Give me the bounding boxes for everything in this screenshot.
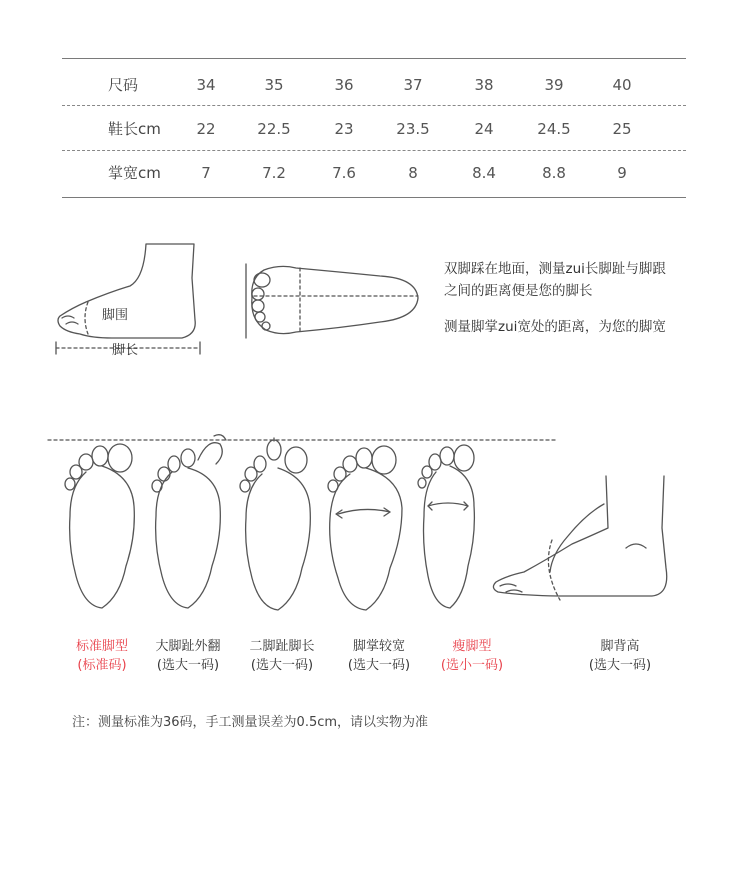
table-cell: 39 (544, 76, 564, 94)
table-cell: 25 (612, 120, 632, 138)
high-instep-foot-icon (486, 468, 676, 618)
table-cell: 22.5 (257, 120, 291, 138)
long-second-toe-foot-icon (238, 436, 318, 616)
table-row-length (62, 107, 686, 151)
foot-type-label-wide (329, 637, 429, 675)
note-line: 双脚踩在地面，测量zui长脚趾与脚跟 (444, 261, 666, 277)
foot-type-name: 瘦脚型 (452, 639, 492, 654)
foot-type-advice: (选大一码) (250, 658, 314, 673)
table-cell: 23 (334, 120, 354, 138)
table-divider (62, 105, 686, 106)
table-cell: 24.5 (537, 120, 571, 138)
foot-type-advice: (选大一码) (588, 658, 652, 673)
footnote: 注：测量标准为36码，手工测量误差为0.5cm，请以实物为准 (72, 715, 429, 730)
wide-forefoot-icon (324, 440, 408, 616)
table-cell: 8.4 (472, 164, 496, 182)
foot-type-label-long-second-toe (232, 637, 332, 675)
foot-type-advice: (标准码) (77, 658, 127, 673)
foot-type-advice: (选小一码) (440, 658, 504, 673)
length-label: 脚长 (112, 343, 139, 358)
table-cell: 7.6 (332, 164, 356, 182)
table-cell: 22 (196, 120, 216, 138)
foot-type-name: 脚背高 (600, 639, 640, 654)
foot-top-illustration (240, 258, 430, 348)
table-bottom-border (62, 197, 686, 198)
table-cell: 7.2 (262, 164, 286, 182)
table-cell: 8.8 (542, 164, 566, 182)
bunion-foot-icon (148, 430, 230, 616)
table-top-border (62, 58, 686, 59)
foot-type-advice: (选大一码) (156, 658, 220, 673)
table-cell: 34 (196, 76, 216, 94)
foot-type-name: 二脚趾脚长 (249, 639, 315, 654)
table-row-width (62, 151, 686, 195)
row-label: 掌宽cm (108, 164, 161, 182)
foot-type-label-high-instep (570, 637, 670, 675)
girth-label: 脚围 (102, 308, 129, 323)
row-label: 鞋长cm (108, 120, 161, 138)
table-cell: 7 (201, 164, 211, 182)
foot-type-label-standard (52, 637, 152, 675)
table-cell: 8 (408, 164, 418, 182)
row-label: 尺码 (108, 76, 139, 94)
foot-type-advice: (选大一码) (347, 658, 411, 673)
standard-foot-icon (62, 436, 142, 616)
foot-type-label-slim (422, 637, 522, 675)
table-cell: 35 (264, 76, 284, 94)
table-cell: 23.5 (396, 120, 430, 138)
table-cell: 38 (474, 76, 494, 94)
table-row-size (62, 63, 686, 107)
foot-type-name: 脚掌较宽 (352, 639, 405, 654)
measure-width-note: 测量脚掌zui宽处的距离，为您的脚宽 (444, 319, 666, 335)
slim-foot-icon (414, 436, 484, 616)
foot-type-name: 大脚趾外翻 (155, 639, 221, 654)
table-cell: 36 (334, 76, 354, 94)
foot-type-label-bunion (138, 637, 238, 675)
table-cell: 40 (612, 76, 632, 94)
measure-length-note (444, 258, 666, 302)
foot-type-name: 标准脚型 (75, 639, 128, 654)
table-cell: 37 (403, 76, 423, 94)
table-cell: 9 (617, 164, 627, 182)
note-line: 之间的距离便是您的脚长 (444, 283, 593, 299)
table-cell: 24 (474, 120, 494, 138)
